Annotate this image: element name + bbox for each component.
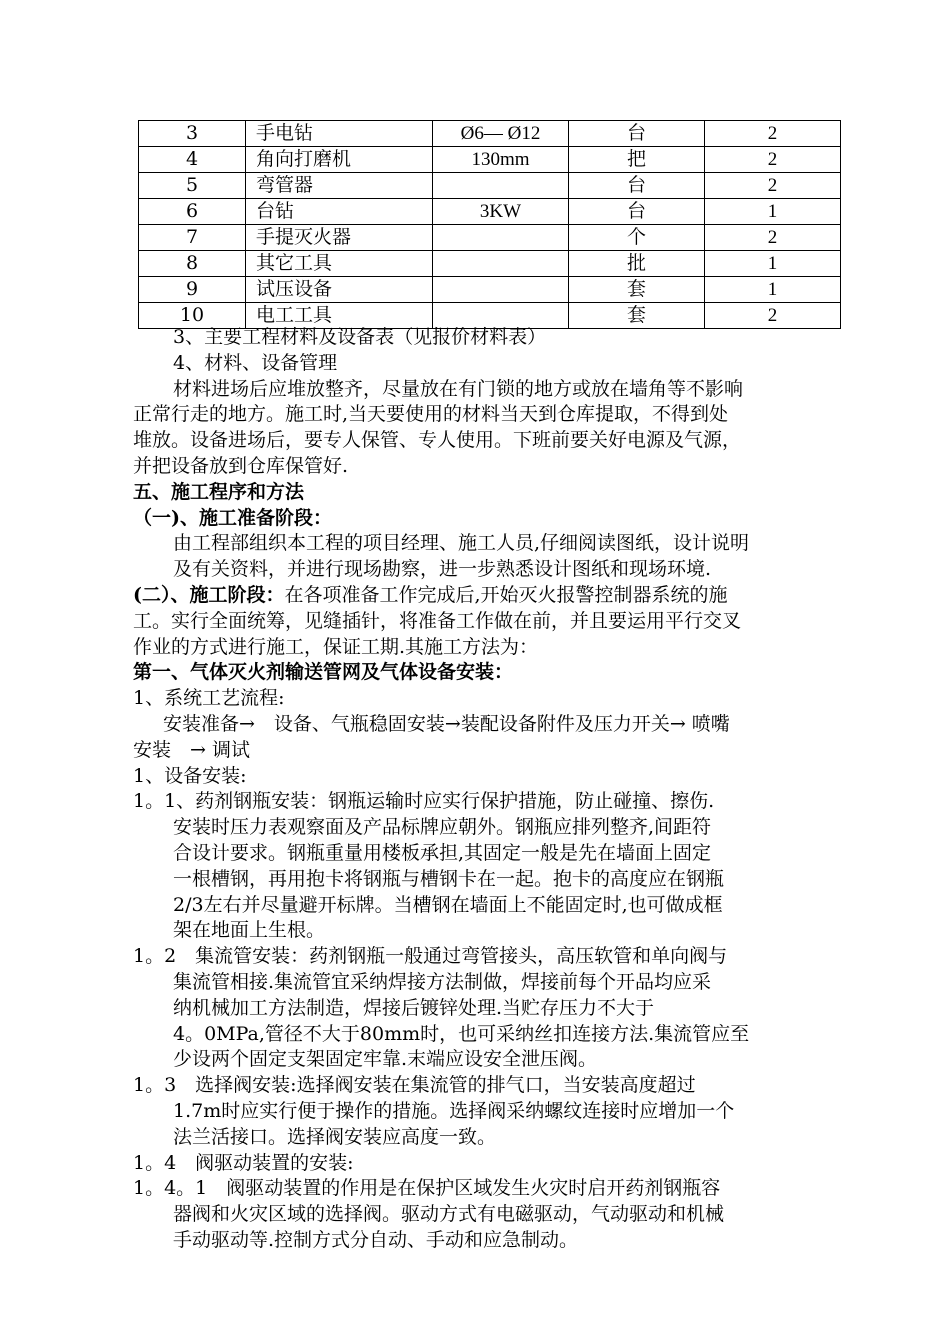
section-heading: 五、施工程序和方法: [133, 481, 305, 503]
row-number: 6: [139, 199, 246, 225]
tool-unit: 台: [569, 121, 705, 147]
paragraph-text: 在各项准备工作完成后,开始灭火报警控制器系统的施: [284, 584, 728, 606]
paragraph-line: 安装时压力表观察面及产品标牌应朝外。钢瓶应排列整齐,间距符: [173, 816, 712, 838]
material-management-heading: 4、材料、设备管理: [173, 352, 338, 374]
tool-unit: 套: [569, 303, 705, 329]
paragraph-line: 及有关资料，并进行现场勘察，进一步熟悉设计图纸和现场环境.: [173, 558, 712, 580]
paragraph-line: 法兰活接口。选择阀安装应高度一致。: [173, 1126, 497, 1148]
tool-unit: 套: [569, 277, 705, 303]
paragraph-line: 2/3左右并尽量避开标牌。当槽钢在墙面上不能固定时,也可做成框: [173, 894, 723, 916]
subsection-heading: （一)、施工准备阶段：: [133, 507, 332, 529]
table-row: [139, 251, 841, 277]
tool-spec: [433, 173, 569, 199]
tool-qty: 2: [705, 303, 841, 329]
tool-qty: 1: [705, 251, 841, 277]
row-number: 10: [139, 303, 246, 329]
paragraph-line: 1.7m时应实行便于操作的措施。选择阀采纳螺纹连接时应增加一个: [173, 1100, 735, 1122]
paragraph-line: 一根槽钢，再用抱卡将钢瓶与槽钢卡在一起。抱卡的高度应在钢瓶: [173, 868, 725, 890]
tool-unit: 个: [569, 225, 705, 251]
tool-spec: [433, 277, 569, 303]
paragraph-line: 手动驱动等.控制方式分自动、手动和应急制动。: [173, 1229, 579, 1251]
tool-unit: 批: [569, 251, 705, 277]
subsection-heading: (二）、施工阶段：: [133, 584, 285, 606]
paragraph-line: 材料进场后应堆放整齐，尽量放在有门锁的地方或放在墙角等不影响: [173, 378, 744, 400]
tool-qty: 2: [705, 225, 841, 251]
tool-name: 电工工具: [246, 303, 433, 329]
process-flow-line: 安装准备→ 设备、气瓶稳固安装→装配设备附件及压力开关→ 喷嘴: [163, 713, 730, 735]
tool-name: 其它工具: [246, 251, 433, 277]
paragraph-line: 1。4 阀驱动装置的安装:: [133, 1152, 354, 1174]
tool-unit: 台: [569, 199, 705, 225]
table-row: [139, 147, 841, 173]
paragraph-line: 正常行走的地方。施工时,当天要使用的材料当天到仓库提取，不得到处: [133, 403, 729, 425]
paragraph-line: 并把设备放到仓库保管好.: [133, 455, 349, 477]
paragraph-line: 1。1、药剂钢瓶安装：钢瓶运输时应实行保护措施，防止碰撞、擦伤.: [133, 790, 715, 812]
process-flow-line: 安装 → 调试: [133, 739, 250, 761]
paragraph-line: 1、系统工艺流程:: [133, 687, 285, 709]
paragraph-line: 1。3 选择阀安装:选择阀安装在集流管的排气口，当安装高度超过: [133, 1074, 696, 1096]
paragraph-line: 4。0MPa,管径不大于80mm时，也可采纳丝扣连接方法.集流管应至: [173, 1023, 750, 1045]
paragraph-line: 由工程部组织本工程的项目经理、施工人员,仔细阅读图纸，设计说明: [173, 532, 750, 554]
paragraph-line: 集流管相接.集流管宜采纳焊接方法制做，焊接前每个开品均应采: [173, 971, 712, 993]
paragraph-line: [133, 582, 728, 608]
table-row: [139, 121, 841, 147]
table-row: [139, 199, 841, 225]
tool-name: 弯管器: [246, 173, 433, 199]
tool-name: 手电钻: [246, 121, 433, 147]
tools-table-body: [139, 121, 841, 329]
row-number: 8: [139, 251, 246, 277]
row-number: 9: [139, 277, 246, 303]
paragraph-line: 堆放。设备进场后，要专人保管、专人使用。下班前要关好电源及气源，: [133, 429, 742, 451]
tool-spec: [433, 225, 569, 251]
tool-name: 角向打磨机: [246, 147, 433, 173]
tool-qty: 1: [705, 199, 841, 225]
tool-qty: 1: [705, 277, 841, 303]
paragraph-line: 1。4。1 阀驱动装置的作用是在保护区域发生火灾时启开药剂钢瓶容: [133, 1177, 721, 1199]
paragraph-line: 纳机械加工方法制造，焊接后镀锌处理.当贮存压力不大于: [173, 997, 655, 1019]
table-row: [139, 277, 841, 303]
tool-spec: 130mm: [433, 147, 569, 173]
tool-name: 手提灭火器: [246, 225, 433, 251]
paragraph-line: 合设计要求。钢瓶重量用楼板承担,其固定一般是先在墙面上固定: [173, 842, 712, 864]
paragraph-line: 少设两个固定支架固定牢靠.末端应设安全泄压阀。: [173, 1048, 598, 1070]
tool-spec: 3KW: [433, 199, 569, 225]
tool-spec: Ø6— Ø12: [433, 121, 569, 147]
paragraph-line: 架在地面上生根。: [173, 919, 326, 941]
tool-unit: 把: [569, 147, 705, 173]
material-table-note: 3、主要工程材料及设备表（见报价材料表）: [173, 326, 547, 348]
paragraph-line: 1。2 集流管安装：药剂钢瓶一般通过弯管接头，高压软管和单向阀与: [133, 945, 728, 967]
row-number: 5: [139, 173, 246, 199]
tool-name: 试压设备: [246, 277, 433, 303]
tool-qty: 2: [705, 121, 841, 147]
paragraph-line: 1、设备安装:: [133, 765, 247, 787]
paragraph-line: 工。实行全面统筹，见缝插针，将准备工作做在前，并且要运用平行交叉: [133, 610, 742, 632]
tool-qty: 2: [705, 173, 841, 199]
paragraph-line: 器阀和火灾区域的选择阀。驱动方式有电磁驱动，气动驱动和机械: [173, 1203, 725, 1225]
table-row: [139, 225, 841, 251]
section-heading: 第一、气体灭火剂输送管网及气体设备安装：: [133, 661, 514, 683]
row-number: 3: [139, 121, 246, 147]
tool-qty: 2: [705, 147, 841, 173]
paragraph-line: 作业的方式进行施工，保证工期.其施工方法为：: [133, 636, 539, 658]
row-number: 7: [139, 225, 246, 251]
tools-table: [138, 120, 841, 329]
tool-unit: 台: [569, 173, 705, 199]
row-number: 4: [139, 147, 246, 173]
table-row: [139, 173, 841, 199]
tool-spec: [433, 251, 569, 277]
tool-name: 台钻: [246, 199, 433, 225]
